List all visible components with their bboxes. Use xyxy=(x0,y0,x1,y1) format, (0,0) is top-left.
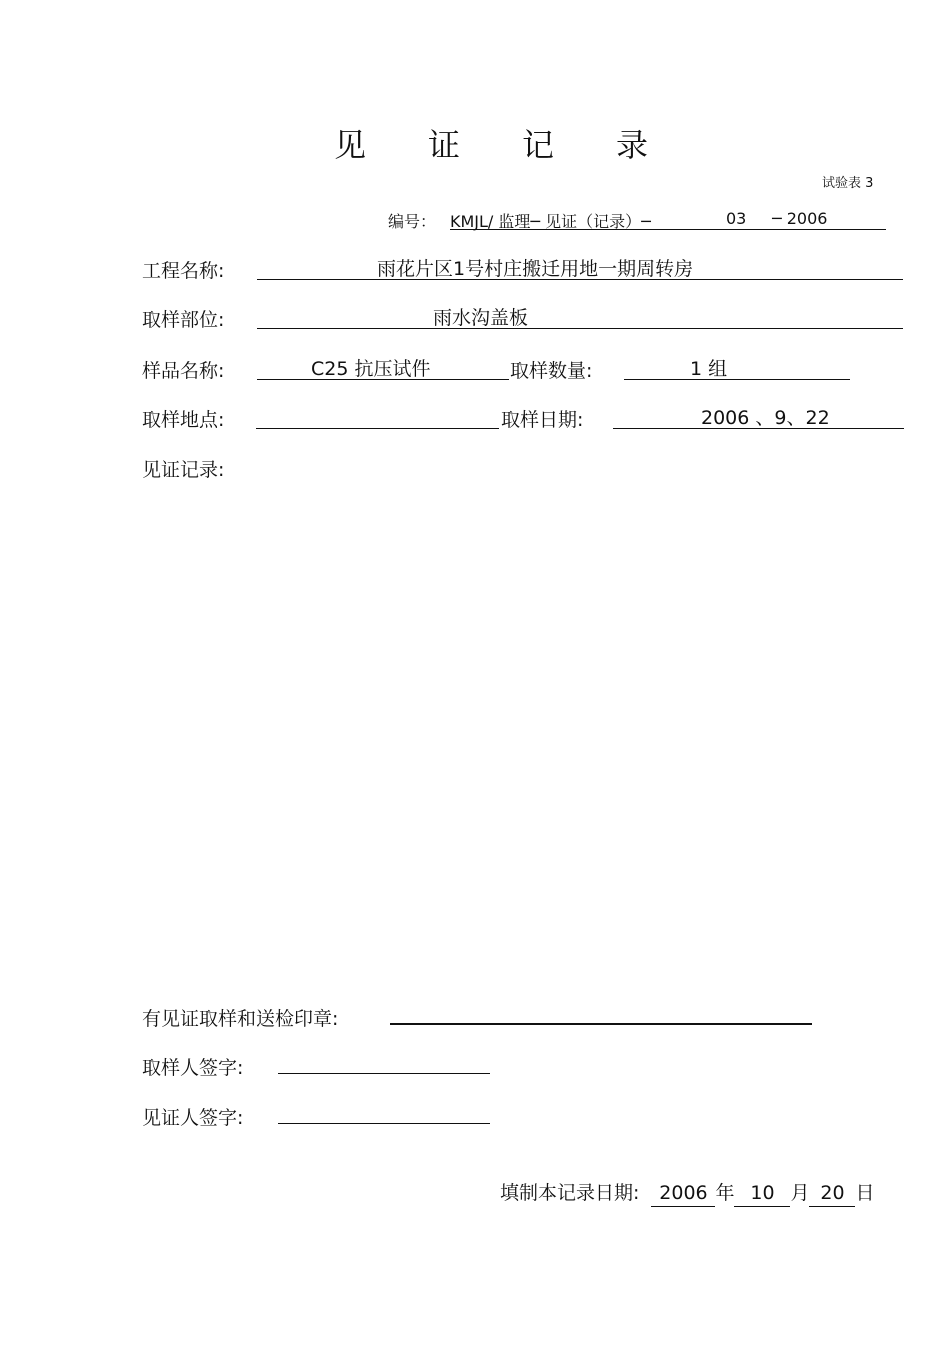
title-char-2: 证 xyxy=(427,126,462,164)
sample-name-label: 样品名称: xyxy=(142,360,225,382)
stamp-line xyxy=(390,1000,812,1025)
title-char-1: 见 xyxy=(333,126,368,164)
project-name-field xyxy=(257,254,903,280)
serial-year: ─ 2006 xyxy=(772,209,828,228)
sample-location-value: 雨水沟盖板 xyxy=(433,307,529,329)
sample-qty-label: 取样数量: xyxy=(510,360,593,382)
sample-place-field xyxy=(256,403,499,429)
fill-date-label: 填制本记录日期: xyxy=(500,1182,640,1204)
sampler-signature-line xyxy=(278,1049,490,1074)
fill-date-month-unit: 月 xyxy=(790,1182,810,1204)
sample-date-label: 取样日期: xyxy=(501,409,584,431)
sample-date-value: 2006 、9、22 xyxy=(701,407,830,429)
form-tag: 试验表 3 xyxy=(822,176,874,191)
sample-place-label: 取样地点: xyxy=(142,409,225,431)
sample-qty-value: 1 组 xyxy=(690,358,728,380)
project-name-label: 工程名称: xyxy=(142,260,225,282)
title-char-4: 录 xyxy=(616,126,651,164)
sample-date-field xyxy=(613,403,904,429)
serial-number-field xyxy=(450,209,886,230)
fill-date-year-unit: 年 xyxy=(715,1182,735,1204)
project-name-value: 雨花片区1号村庄搬迁用地一期周转房 xyxy=(377,258,694,280)
fill-date-year: 2006 xyxy=(651,1182,715,1207)
witness-signature-label: 见证人签字: xyxy=(142,1107,244,1129)
serial-prefix: KMJL/ 监理─ 见证（记录）─ xyxy=(450,212,651,231)
sample-name-value: C25 抗压试件 xyxy=(311,358,431,380)
sample-location-field xyxy=(257,303,903,329)
fill-date xyxy=(500,1178,875,1207)
fill-date-day-unit: 日 xyxy=(855,1182,875,1204)
witness-record-area xyxy=(142,490,902,970)
witness-signature-line xyxy=(278,1099,490,1124)
stamp-label: 有见证取样和送检印章: xyxy=(142,1008,339,1030)
fill-date-month: 10 xyxy=(734,1182,790,1207)
page-title xyxy=(0,120,950,166)
sample-qty-field xyxy=(624,354,850,380)
witness-record-label: 见证记录: xyxy=(142,459,225,481)
fill-date-day: 20 xyxy=(809,1182,855,1207)
serial-label: 编号： xyxy=(388,212,437,231)
sample-location-label: 取样部位: xyxy=(142,309,225,331)
serial-number: 03 xyxy=(726,209,747,228)
sampler-signature-label: 取样人签字: xyxy=(142,1057,244,1079)
sample-name-field xyxy=(257,354,509,380)
title-char-3: 记 xyxy=(522,126,557,164)
